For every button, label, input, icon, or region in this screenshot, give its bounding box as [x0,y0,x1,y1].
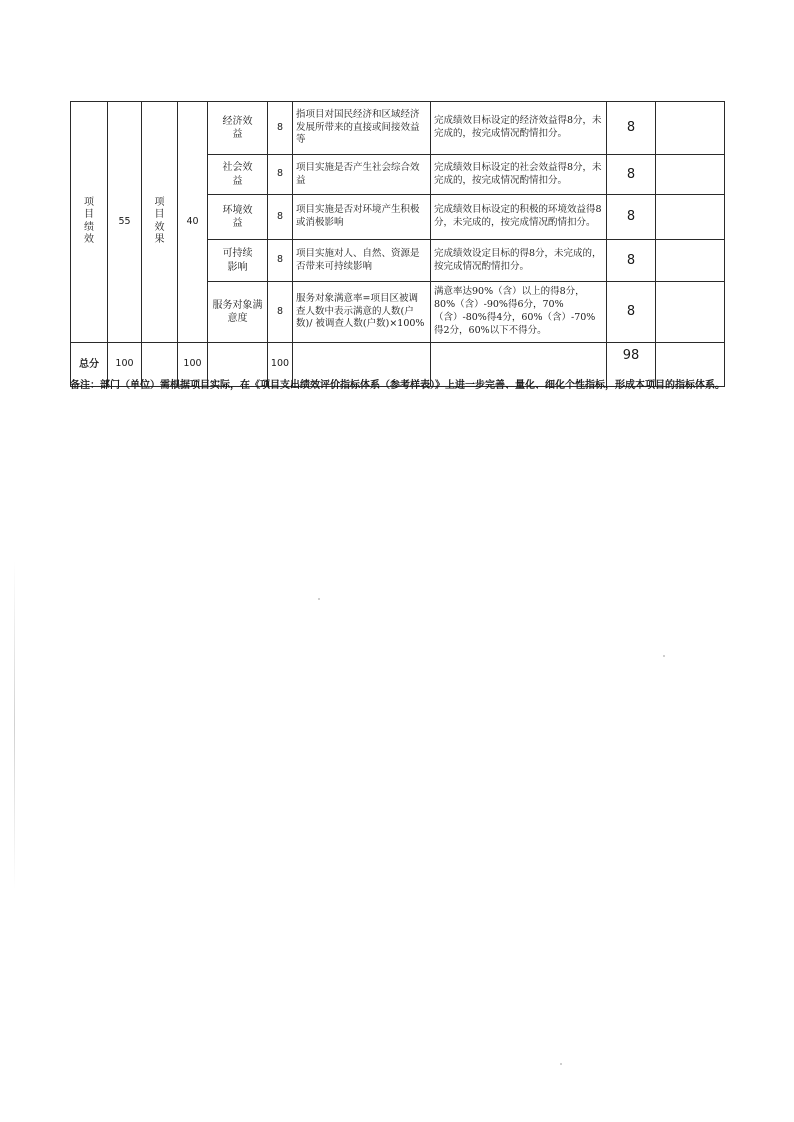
indicator-name: 社会效益 [208,155,268,195]
indicator-description: 服务对象满意率=项目区被调查人数中表示满意的人数(户数)/ 被调查人数(户数)×100% [293,282,431,343]
scan-speck [560,1063,562,1065]
evaluation-score: 8 [607,155,656,195]
indicator-description: 指项目对国民经济和区域经济发展所带来的直接或间接效益等 [293,102,431,155]
scan-speck [663,655,665,657]
indicator-weight: 8 [268,240,293,282]
scoring-criteria: 完成绩效目标设定的积极的环境效益得8分，未完成的，按完成情况酌情扣分。 [431,195,607,240]
indicator-weight: 8 [268,155,293,195]
level2-indicator-cell [142,102,178,343]
total-level2-score: 100 [178,343,208,387]
evaluation-score: 8 [607,102,656,155]
indicator-name: 可持续影响 [208,240,268,282]
table-row [71,102,725,155]
indicator-name: 经济效益 [208,102,268,155]
footnote: 备注：部门（单位）需根据项目实际，在《项目支出绩效评价指标体系（参考样表）》上进一步完善、量化、细化个性指标，形成本项目的指标体系。 [70,380,725,391]
performance-evaluation-table [70,101,725,387]
total-weight: 100 [268,343,293,387]
level2-score-cell: 40 [178,102,208,343]
level1-score-cell: 55 [108,102,142,343]
scoring-criteria: 完成绩效目标设定的经济效益得8分，未完成的，按完成情况酌情扣分。 [431,102,607,155]
remark-cell [656,155,725,195]
remark-cell [656,102,725,155]
remark-cell [656,282,725,343]
indicator-weight: 8 [268,195,293,240]
indicator-description: 项目实施对人、自然、资源是否带来可持续影响 [293,240,431,282]
scoring-criteria: 完成绩效设定目标的得8分，未完成的，按完成情况酌情扣分。 [431,240,607,282]
scan-speck [318,598,320,600]
indicator-name: 环境效益 [208,195,268,240]
indicator-weight: 8 [268,102,293,155]
evaluation-score: 8 [607,195,656,240]
indicator-description: 项目实施是否对环境产生积极或消极影响 [293,195,431,240]
level1-indicator-label: 项目绩效 [84,196,94,246]
evaluation-score: 8 [607,282,656,343]
total-label: 总分 [71,343,108,387]
total-score: 98 [607,343,656,387]
indicator-name: 服务对象满意度 [208,282,268,343]
evaluation-score: 8 [607,240,656,282]
total-level1-score: 100 [108,343,142,387]
indicator-description: 项目实施是否产生社会综合效益 [293,155,431,195]
level2-indicator-label: 项目效果 [154,196,165,246]
scoring-criteria: 满意率达90%（含）以上的得8分，80%（含）-90%得6分，70%（含）-80%得4分，60%（含）-70%得2分，60%以下不得分。 [431,282,607,343]
indicator-weight: 8 [268,282,293,343]
scoring-criteria: 完成绩效目标设定的社会效益得8分，未完成的，按完成情况酌情扣分。 [431,155,607,195]
remark-cell [656,240,725,282]
remark-cell [656,195,725,240]
level1-indicator-cell [71,102,108,343]
scan-edge-mark [14,560,15,890]
